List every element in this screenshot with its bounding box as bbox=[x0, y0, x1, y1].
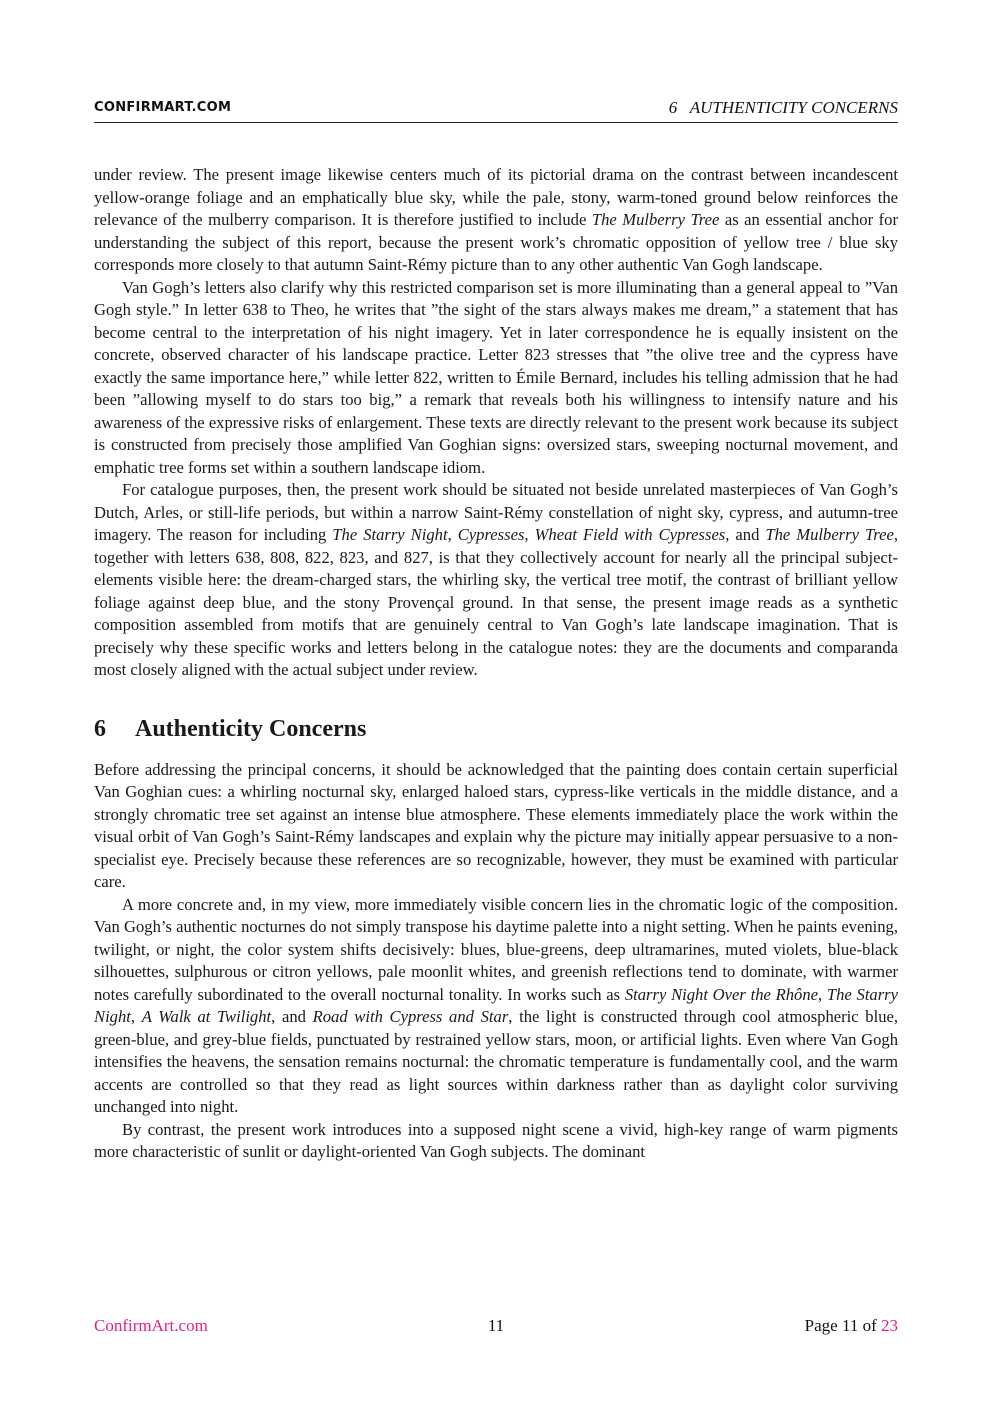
italic-title: The Mulberry Tree bbox=[765, 525, 894, 544]
text-run: , bbox=[524, 525, 535, 544]
confirmart-logo: CONFIRMART.COM bbox=[94, 100, 232, 115]
text-run: Before addressing the principal concerns, it should be acknowledged that the painting does contain certain superficial Van Goghian cues: a whirling nocturnal sky, enlarged haloed stars, cypress-like verticals in the middle distance, and a strongly chromatic tree set against an intense blue atmosphere. These elements immediately place the work within the visual orbit of Van Gogh’s Saint-Rémy landscapes and explain why the picture may initially appear persuasive to a non-specialist eye. Precisely because these references are so recognizable, however, they must be examined with particular care. bbox=[94, 759, 898, 891]
footer-site-link[interactable]: ConfirmArt.com bbox=[94, 1316, 208, 1335]
page-footer bbox=[94, 1316, 898, 1338]
text-run: , bbox=[447, 525, 458, 544]
body-paragraph bbox=[94, 479, 898, 682]
page-header bbox=[94, 98, 898, 123]
running-section-title: 6 AUTHENTICITY CONCERNS bbox=[668, 98, 898, 117]
text-run: as an essential anchor for understanding the subject of this report, because the present work’s chromatic opposition of yellow tree / blue sky corresponds more closely to that autumn Saint-Rémy picture than to any other authentic Van Gogh landscape. bbox=[94, 210, 898, 274]
italic-title: Road with Cypress and Star bbox=[312, 1007, 509, 1026]
text-run: , bbox=[818, 984, 827, 1004]
text-run: , the light is constructed through cool atmospheric blue, green-blue, and grey-blue fields, punctuated by restrained yellow stars, moon, or artificial lights. Even where Van Gogh intensifies the heavens, the sensation remains nocturnal: the chromatic temperature is fundamentally cool, and the warm accents are controlled so that they read as light sources within darkness rather than as daylight color surviving unchanged into night. bbox=[94, 1007, 899, 1116]
body-paragraph bbox=[94, 759, 898, 894]
document-body bbox=[94, 164, 898, 1164]
footer-total-pages-link[interactable]: 23 bbox=[881, 1316, 898, 1335]
text-run: Van Gogh’s letters also clarify why this restricted comparison set is more illuminating than a general appeal to ”Van Gogh style.” In letter 638 to Theo, he writes that ”the sight of the stars always makes me dream,” a statement that has become central to the interpretation of his night imagery. Yet in later correspondence he is equally insistent on the concrete, observed character of his landscape practice. Letter 823 stresses that ”the olive tree and the cypress have exactly the same importance here,” while letter 822, written to Émile Bernard, includes his telling admission that he had been ”allowing myself to do stars too big,” a remark that reveals both his willingness to intensify nature and his awareness of the expressive risks of enlargement. These texts are directly relevant to the present work because its subject is constructed from precisely those amplified Van Goghian signs: oversized stars, sweeping nocturnal movement, and emphatic tree forms set within a southern landscape idiom. bbox=[94, 277, 898, 477]
italic-title: The Mulberry Tree bbox=[591, 210, 720, 229]
text-run: , and bbox=[271, 1007, 313, 1026]
italic-title: The Starry Night bbox=[332, 525, 448, 544]
text-run: By contrast, the present work introduces into a supposed night scene a vivid, high-key range of warm pigments more characteristic of sunlit or daylight-oriented Van Gogh subjects. The dominant bbox=[94, 1119, 898, 1161]
text-run: , and bbox=[725, 525, 766, 544]
italic-title: A Walk at Twilight bbox=[141, 1007, 272, 1026]
footer-page-count bbox=[805, 1316, 898, 1336]
body-paragraph bbox=[94, 164, 898, 277]
text-run: A more concrete and, in my view, more immediately visible concern lies in the chromatic logic of the composition. Van Gogh’s authentic nocturnes do not simply transpose his daytime palette into a night setting. When he paints evening, twilight, or night, the color system shifts decisively: blues, blue-greens, deep ultramarines, muted violets, blue-black silhouettes, sulphurous or citron yellows, pale moonlit whites, and greenish reflections tend to dominate, with warmer notes carefully subordinated to the overall nocturnal tonality. In works such as bbox=[94, 894, 898, 1004]
body-paragraph bbox=[94, 277, 898, 480]
footer-page-label: Page 11 of bbox=[804, 1316, 881, 1335]
italic-title: Cypresses bbox=[457, 525, 525, 544]
section-title: Authenticity Concerns bbox=[135, 715, 367, 742]
italic-title: Wheat Field with Cypresses bbox=[534, 525, 726, 544]
body-paragraph bbox=[94, 894, 898, 1119]
text-run: , bbox=[130, 1007, 142, 1026]
body-paragraph bbox=[94, 1119, 898, 1164]
text-run: under review. The present image likewise centers much of its pictorial drama on the contrast between incandescent yellow-orange foliage and an emphatically blue sky, while the pale, stony, warm-toned ground below reinforces the relevance of the mulberry comparison. It is therefore justified to include bbox=[94, 165, 898, 229]
section-heading bbox=[94, 714, 898, 744]
text-run: , together with letters 638, 808, 822, 823, and 827, is that they collectively account for nearly all the principal subject-elements visible here: the dream-charged stars, the whirling sky, the vertical tree motif, the contrast of brilliant yellow foliage against deep blue, and the stony Provençal ground. In that sense, the present image reads as a synthetic composition assembled from motifs that are genuinely central to Van Gogh’s late landscape imagination. That is precisely why these specific works and letters belong in the catalogue notes: they are the documents and comparanda most closely aligned with the actual subject under review. bbox=[94, 525, 899, 679]
italic-title: Starry Night Over the Rhône bbox=[624, 984, 818, 1004]
footer-page-number: 11 bbox=[487, 1316, 505, 1335]
text-run: For catalogue purposes, then, the present work should be situated not beside unrelated masterpieces of Van Gogh’s Dutch, Arles, or still-life periods, but within a narrow Saint-Rémy constellation of night sky, cypress, and autumn-tree imagery. The reason for including bbox=[94, 480, 898, 544]
italic-title: The Starry Night bbox=[94, 984, 899, 1026]
section-number: 6 bbox=[94, 715, 106, 742]
